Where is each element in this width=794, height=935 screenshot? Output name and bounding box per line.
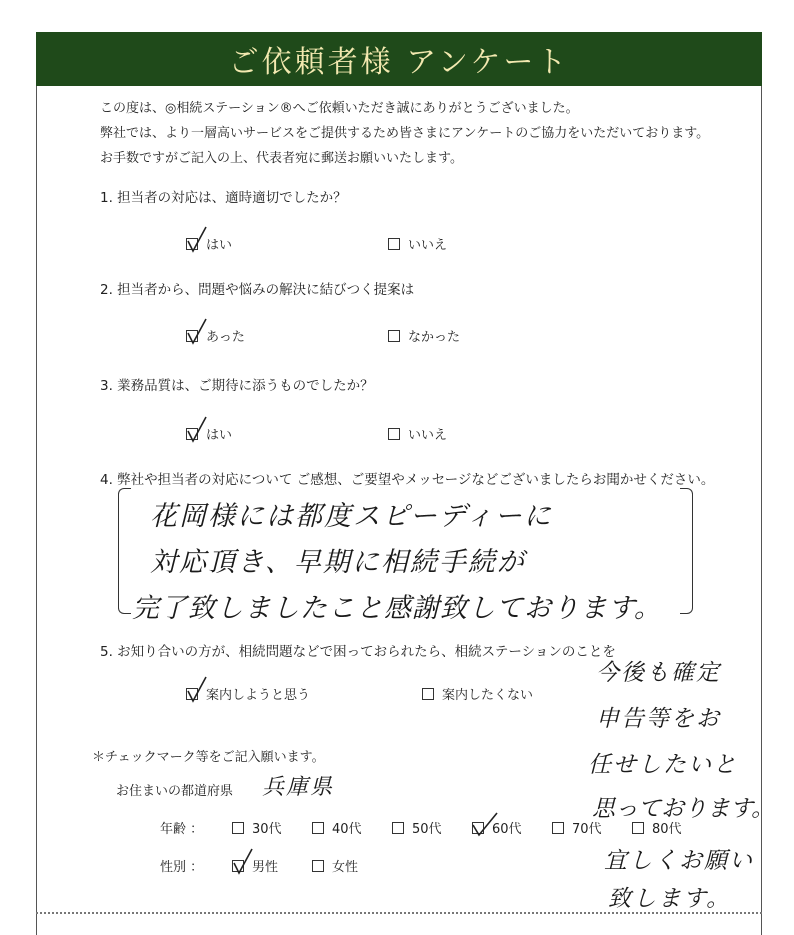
- checkbox[interactable]: [632, 822, 644, 834]
- checkbox[interactable]: [392, 822, 404, 834]
- option-label: 80代: [652, 822, 682, 837]
- side-note-line: 思っております。: [592, 796, 775, 822]
- q1-option-yes[interactable]: [186, 234, 232, 253]
- question-1: 1. 担当者の対応は、適時適切でしたか？: [100, 190, 347, 206]
- option-label: 案内しようと思う: [206, 688, 311, 703]
- option-label: 40代: [332, 822, 362, 837]
- option-label: 30代: [252, 822, 282, 837]
- option-label: 女性: [332, 860, 359, 875]
- checkbox[interactable]: [388, 428, 400, 440]
- comment-line: 対応頂き、早期に相続手続が: [150, 547, 526, 578]
- option-label: いいえ: [408, 238, 448, 253]
- q2-option-no[interactable]: [388, 326, 460, 345]
- age-option-70[interactable]: [552, 818, 602, 837]
- question-4: 4. 弊社や担当者の対応について ご感想、ご要望やメッセージなどございましたらお聞かせください。: [100, 472, 715, 488]
- side-note-line: 致します。: [608, 886, 732, 912]
- gender-option-male[interactable]: [232, 856, 278, 875]
- intro-line: 弊社では、より一層高いサービスをご提供するため皆さまにアンケートのご協力をいただいております。: [100, 126, 710, 141]
- checkbox-checked[interactable]: [186, 238, 198, 250]
- q1-option-no[interactable]: [388, 234, 447, 253]
- option-label: 50代: [412, 822, 442, 837]
- age-option-30[interactable]: [232, 818, 282, 837]
- checkbox-checked[interactable]: [232, 860, 244, 872]
- option-label: 70代: [572, 822, 602, 837]
- option-label: 60代: [492, 822, 522, 837]
- question-5: 5. お知り合いの方が、相続問題などで困っておられたら、相続ステーションのことを: [100, 644, 616, 660]
- comment-bracket-right: [680, 488, 693, 614]
- intro-line: この度は、◎相続ステーション®へご依頼いただき誠にありがとうございました。: [100, 101, 579, 116]
- side-note-line: 任せしたいと: [588, 752, 738, 778]
- option-label: なかった: [408, 330, 461, 345]
- option-label: いいえ: [408, 428, 448, 443]
- side-note-line: 今後も確定: [596, 660, 721, 686]
- gender-option-female[interactable]: [312, 856, 358, 875]
- option-label: はい: [206, 238, 233, 253]
- checkbox-checked[interactable]: [186, 330, 198, 342]
- option-label: あった: [206, 330, 245, 345]
- age-option-60[interactable]: [472, 818, 522, 837]
- option-label: はい: [206, 428, 233, 443]
- comment-bracket-left: [118, 488, 131, 614]
- page-title: ご依頼者様 アンケート: [228, 45, 570, 80]
- checkbox-checked[interactable]: [186, 428, 198, 440]
- side-note-line: 申告等をお: [596, 706, 721, 732]
- handwritten-check-icon: [185, 317, 209, 345]
- checkbox-checked[interactable]: [472, 822, 484, 834]
- handwritten-check-icon: [185, 675, 209, 703]
- handwritten-check-icon: [231, 847, 255, 875]
- comment-line: 花岡様には都度スピーディーに: [150, 501, 553, 532]
- comment-line: 完了致しましたこと感謝致しております。: [132, 593, 662, 624]
- checkbox[interactable]: [232, 822, 244, 834]
- question-2: 2. 担当者から、問題や悩みの解決に結びつく提案は: [100, 282, 415, 298]
- checkbox[interactable]: [312, 860, 324, 872]
- age-option-50[interactable]: [392, 818, 442, 837]
- q5-option-no[interactable]: [422, 684, 533, 703]
- prefecture-value: 兵庫県: [262, 775, 335, 800]
- handwritten-check-icon: [185, 415, 209, 443]
- title-banner: [36, 32, 762, 86]
- age-option-80[interactable]: [632, 818, 682, 837]
- handwritten-check-icon: [185, 225, 209, 253]
- age-label: 年齢 ：: [160, 822, 204, 837]
- q3-option-yes[interactable]: [186, 424, 232, 443]
- prefecture-label: お住まいの都道府県: [116, 784, 234, 799]
- age-option-40[interactable]: [312, 818, 362, 837]
- option-label: 男性: [252, 860, 279, 875]
- intro-line: お手数ですがご記入の上、代表者宛に郵送お願いいたします。: [100, 151, 463, 166]
- checkbox[interactable]: [388, 330, 400, 342]
- q5-option-yes[interactable]: [186, 684, 310, 703]
- intro-text: [100, 96, 709, 171]
- checkbox[interactable]: [422, 688, 434, 700]
- side-note-line: 宜しくお願い: [604, 848, 754, 874]
- checkbox[interactable]: [388, 238, 400, 250]
- checkbox-checked[interactable]: [186, 688, 198, 700]
- question-3: 3. 業務品質は、ご期待に添うものでしたか？: [100, 378, 374, 394]
- checkbox[interactable]: [312, 822, 324, 834]
- q2-option-yes[interactable]: [186, 326, 245, 345]
- checkbox[interactable]: [552, 822, 564, 834]
- option-label: 案内したくない: [442, 688, 534, 703]
- check-note: ＊チェックマーク等をご記入願います。: [92, 750, 325, 765]
- handwritten-check-icon: [471, 809, 499, 837]
- gender-label: 性別 ：: [160, 860, 204, 875]
- dotted-divider: [36, 912, 762, 914]
- q3-option-no[interactable]: [388, 424, 447, 443]
